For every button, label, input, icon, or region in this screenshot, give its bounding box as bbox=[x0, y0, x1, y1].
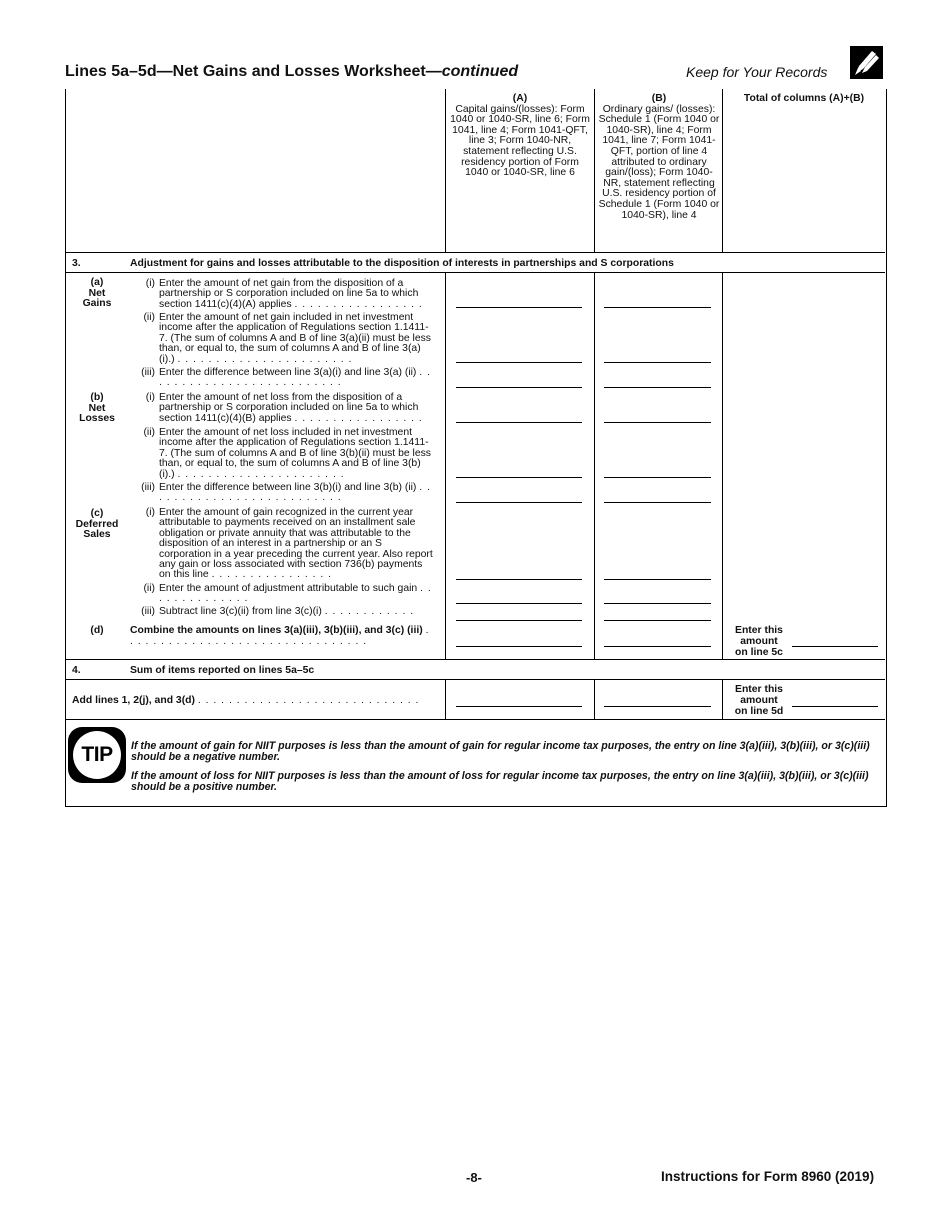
line-3b-i: (i) Enter the amount of net loss from the disposition of a partnership or S corporation included on line 5a to which section 1411(c)(4)(B) applies . . . . . . . . . . . . . . . . . bbox=[145, 392, 423, 424]
group-deferred-sales: (c) Deferred Sales bbox=[75, 508, 119, 541]
entry-3b-iii-col-b[interactable] bbox=[604, 502, 711, 503]
entry-3c-ii-col-a[interactable] bbox=[456, 603, 582, 604]
entry-3c-iii-col-a[interactable] bbox=[456, 620, 582, 621]
enter-line-5c-note: Enter this amount on line 5c bbox=[735, 625, 783, 658]
line-3c-ii: (ii) Enter the amount of adjustment attributable to such gain . . . . . . . . . . . . . . bbox=[143, 583, 432, 605]
pencil-icon bbox=[850, 46, 883, 79]
entry-3b-iii-col-a[interactable] bbox=[456, 502, 582, 503]
entry-3b-i-col-b[interactable] bbox=[604, 422, 711, 423]
entry-3c-iii-col-b[interactable] bbox=[604, 620, 711, 621]
entry-3a-ii-col-a[interactable] bbox=[456, 362, 582, 363]
entry-3d-col-b[interactable] bbox=[604, 646, 711, 647]
section-4-number: 4. bbox=[72, 665, 81, 676]
entry-3a-i-col-a[interactable] bbox=[456, 307, 582, 308]
keep-for-records: Keep for Your Records bbox=[686, 64, 828, 80]
group-net-gains: (a) Net Gains bbox=[82, 277, 112, 310]
line-3c-iii: (iii) Subtract line 3(c)(ii) from line 3(c)(i) . . . . . . . . . . . . bbox=[141, 606, 415, 617]
line-3b-iii: (iii) Enter the difference between line 3(b)(i) and line 3(b) (ii) . . . . . . . . . . . . . . . . . . . . . . . . . . bbox=[141, 482, 431, 504]
line-3b-ii: (ii) Enter the amount of net loss included in net investment income after the application of Regulations section 1.1411-7. (The sum of columns A and B of line 3(b)(ii) must be less than, or equal to, the sum of columns A and B of line 3(b)(i).) . . . . . . . . . . . . . . . . . . . . . . bbox=[143, 427, 432, 480]
column-a-header: (A) Capital gains/(losses): Form 1040 or 1040-SR, line 6; Form 1041, line 4; Form 1041-QFT, line 3; Form 1040-NR, statement reflecting U.S. residency portion of Form 1040 or 1040-SR, line 6 bbox=[450, 93, 590, 179]
line-3d-label: (d) bbox=[90, 625, 104, 636]
enter-line-5d-note: Enter this amount on line 5d bbox=[734, 684, 784, 717]
column-total-header: Total of columns (A)+(B) bbox=[743, 93, 865, 104]
entry-3a-i-col-b[interactable] bbox=[604, 307, 711, 308]
entry-line-5c-total[interactable] bbox=[792, 646, 878, 647]
column-b-header: (B) Ordinary gains/ (losses): Schedule 1 (Form 1040 or 1040-SR), line 4; Form 1041, line 7; Form 1041-QFT, portion of line 4 attributed to ordinary gain/(loss); Form 1040-NR, statement reflecting U.S. residency portion of Schedule 1 (Form 1040 or 1040-SR), line 4 bbox=[598, 93, 720, 221]
line-3a-ii: (ii) Enter the amount of net gain included in net investment income after the application of Regulations section 1.1411-7. (The sum of columns A and B of line 3(a)(ii) must be less than, or equal to, the sum of columns A and B of line 3(a)(i).) . . . . . . . . . . . . . . . . . . . . . . . bbox=[143, 312, 432, 365]
entry-3c-i-col-a[interactable] bbox=[456, 579, 582, 580]
entry-3a-iii-col-b[interactable] bbox=[604, 387, 711, 388]
entry-4-col-a[interactable] bbox=[456, 706, 582, 707]
line-3d: Combine the amounts on lines 3(a)(iii), 3(b)(iii), and 3(c) (iii) . . . . . . . . . . . . . . . . . . . . . . . . . . . . . . . . bbox=[130, 625, 430, 647]
tip-badge bbox=[68, 727, 126, 783]
line-3a-iii: (iii) Enter the difference between line 3(a)(i) and line 3(a) (ii) . . . . . . . . . . . . . . . . . . . . . . . . . . bbox=[141, 367, 431, 389]
page-title: Lines 5a–5d—Net Gains and Losses Worksheet—continued bbox=[65, 63, 519, 80]
entry-3a-ii-col-b[interactable] bbox=[604, 362, 711, 363]
footer-form-title: Instructions for Form 8960 (2019) bbox=[661, 1169, 875, 1184]
line-3c-i: (i) Enter the amount of gain recognized in the current year attributable to payments received on an installment sale obligation or private annuity that was attributable to the disposition of an interest in a partnership or an S corporation in a year preceding the current year. Also report any gain or loss associated with section 736(b) payments on this line . . . . . . . . . . . . . . . . bbox=[145, 507, 433, 581]
line-4-add: Add lines 1, 2(j), and 3(d) . . . . . . . . . . . . . . . . . . . . . . . . . . . . . bbox=[72, 695, 420, 706]
tip-paragraph-gain: If the amount of gain for NIIT purposes is less than the amount of gain for regular income tax purposes, the entry on line 3(a)(iii), 3(b)(iii), or 3(c)(iii) should be a negative number. bbox=[131, 740, 870, 763]
entry-3b-i-col-a[interactable] bbox=[456, 422, 582, 423]
section-3-title: Adjustment for gains and losses attributable to the disposition of interests in partnerships and S corporations bbox=[130, 258, 674, 269]
page-number: -8- bbox=[466, 1170, 482, 1185]
group-net-losses: (b) Net Losses bbox=[79, 392, 115, 425]
tip-paragraph-loss: If the amount of loss for NIIT purposes is less than the amount of loss for regular income tax purposes, the entry on line 3(a)(iii), 3(b)(iii), or 3(c)(iii) should be a positive number. bbox=[131, 770, 869, 793]
entry-line-5d-total[interactable] bbox=[792, 706, 878, 707]
section-4-title: Sum of items reported on lines 5a–5c bbox=[130, 665, 315, 676]
entry-3a-iii-col-a[interactable] bbox=[456, 387, 582, 388]
entry-3b-ii-col-a[interactable] bbox=[456, 477, 582, 478]
entry-3c-ii-col-b[interactable] bbox=[604, 603, 711, 604]
section-3-number: 3. bbox=[72, 258, 81, 269]
line-3a-i: (i) Enter the amount of net gain from the disposition of a partnership or S corporation included on line 5a to which section 1411(c)(4)(A) applies . . . . . . . . . . . . . . . . . bbox=[145, 278, 423, 310]
tip-icon: TIP bbox=[81, 743, 113, 766]
entry-4-col-b[interactable] bbox=[604, 706, 711, 707]
entry-3c-i-col-b[interactable] bbox=[604, 579, 711, 580]
entry-3d-col-a[interactable] bbox=[456, 646, 582, 647]
entry-3b-ii-col-b[interactable] bbox=[604, 477, 711, 478]
